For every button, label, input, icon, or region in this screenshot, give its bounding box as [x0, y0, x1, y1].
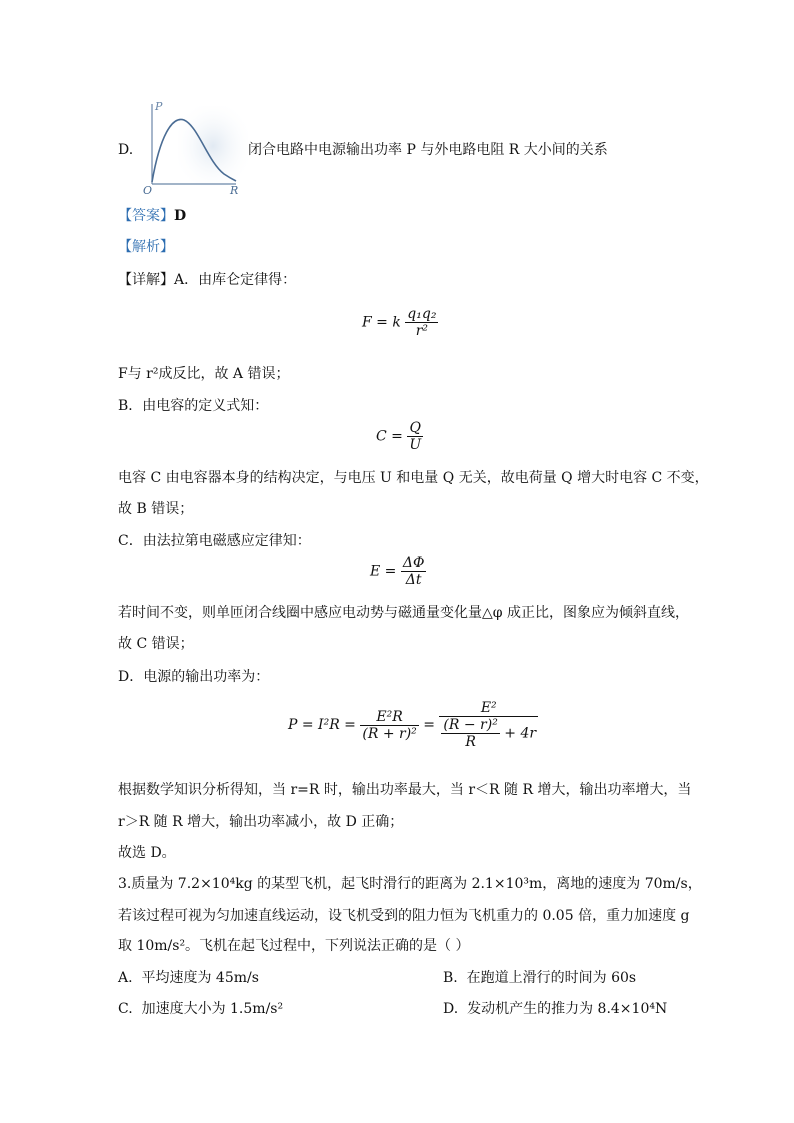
formula-capacitance-frac — [407, 420, 423, 453]
formula-faraday — [370, 555, 426, 588]
graph-x-label: R — [230, 184, 239, 196]
scan-shadow — [178, 106, 248, 186]
formula-faraday-num: ΔΦ — [402, 555, 425, 571]
question3-option-c — [118, 999, 283, 1019]
detail-c-conclusion-2: 故 C 错误； — [118, 636, 194, 652]
question3-option-b — [443, 968, 636, 988]
formula-power-eq: = — [423, 717, 435, 733]
formula-capacitance-lhs: C = — [376, 428, 403, 445]
detail-d-intro: D．电源的输出功率为： — [118, 669, 270, 685]
option-c-text: 加速度大小为 1.5m/s² — [141, 1001, 284, 1017]
detail-b-conclusion-1: 电容 C 由电容器本身的结构决定，与电压 U 和电量 Q 无关，故电荷量 Q 增大时电容 C 不变， — [118, 470, 709, 486]
detail-a-conclusion: F与 r²成反比，故 A 错误； — [118, 366, 290, 382]
formula-power — [288, 700, 538, 750]
detail-a-intro: A．由库仑定律得： — [174, 272, 297, 288]
question3-line2: 若该过程可视为匀加速直线运动，设飞机受到的阻力恒为飞机重力的 0.05 倍，重力加速度 g — [118, 908, 690, 924]
formula-coulomb-den: r² — [415, 323, 429, 339]
question3-line3: 取 10m/s²。飞机在起飞过程中，下列说法正确的是（ ） — [118, 938, 470, 954]
answer-value: D — [174, 208, 187, 224]
formula-power-f2-inner-frac — [441, 717, 499, 750]
option-d2-text: 发动机产生的推力为 8.4×10⁴N — [467, 1001, 668, 1017]
detail-b-intro: B．由电容的定义式知： — [118, 398, 269, 414]
answer-tag: 【答案】 — [118, 208, 174, 224]
formula-coulomb — [362, 306, 438, 339]
detail-tag: 【详解】 — [118, 272, 174, 288]
power-resistance-graph — [138, 96, 248, 196]
formula-capacitance-den: U — [409, 437, 422, 453]
analysis-tag: 【解析】 — [118, 239, 174, 255]
formula-capacitance — [376, 420, 423, 453]
question3-option-a — [118, 968, 259, 988]
formula-coulomb-num: q₁q₂ — [407, 306, 437, 322]
detail-c-conclusion-1: 若时间不变，则单匝闭合线圈中感应电动势与磁通量变化量△φ 成正比，图象应为倾斜直线， — [118, 605, 690, 621]
question3-option-d — [443, 999, 667, 1019]
formula-power-f2-den — [439, 717, 538, 750]
formula-power-f2-inner-den: R — [465, 734, 476, 750]
detail-choose: 故选 D。 — [118, 845, 176, 861]
formula-faraday-frac — [401, 555, 427, 588]
formula-power-lhs: P = I²R = — [288, 717, 356, 733]
answer-line — [118, 206, 186, 226]
detail-b-conclusion-2: 故 B 错误； — [118, 501, 194, 517]
option-a-text: 平均速度为 45m/s — [141, 970, 259, 986]
option-b-text: 在跑道上滑行的时间为 60s — [466, 970, 637, 986]
formula-faraday-den: Δt — [405, 572, 422, 588]
formula-capacitance-num: Q — [407, 420, 423, 437]
detail-d-conclusion-2: r＞R 随 R 增大，输出功率减小，故 D 正确； — [118, 814, 404, 830]
option-d-label: D. — [118, 142, 134, 158]
question3-line1: 3.质量为 7.2×10⁴kg 的某型飞机，起飞时滑行的距离为 2.1×10³m，离地的速度为 70m/s， — [118, 876, 702, 892]
option-d2-label: D. — [443, 1001, 459, 1017]
formula-power-f1-num: E²R — [360, 709, 418, 726]
formula-power-frac2 — [439, 700, 538, 750]
formula-power-f1-den: (R + r)² — [362, 725, 417, 742]
option-c-label: C. — [118, 1001, 133, 1017]
detail-c-intro: C．由法拉第电磁感应定律知： — [118, 533, 311, 549]
formula-power-f2-num: E² — [439, 700, 538, 717]
formula-power-f2-tail: + 4r — [504, 725, 537, 742]
graph-y-label: P — [155, 100, 163, 113]
formula-faraday-lhs: E = — [370, 563, 397, 580]
option-d-text: 闭合电路中电源输出功率 P 与外电路电阻 R 大小间的关系 — [248, 142, 608, 158]
option-b-label: B. — [443, 970, 458, 986]
formula-coulomb-frac — [405, 306, 438, 339]
formula-power-frac1 — [360, 709, 418, 742]
detail-a-intro-line — [118, 270, 296, 290]
option-a-label: A. — [118, 970, 133, 986]
formula-power-f2-inner-num: (R − r)² — [443, 717, 498, 733]
formula-coulomb-lhs: F = k — [362, 314, 401, 331]
graph-origin-label: O — [143, 184, 153, 196]
detail-d-conclusion-1: 根据数学知识分析得知，当 r=R 时，输出功率最大，当 r＜R 随 R 增大，输出功率增大，当 — [118, 782, 692, 798]
